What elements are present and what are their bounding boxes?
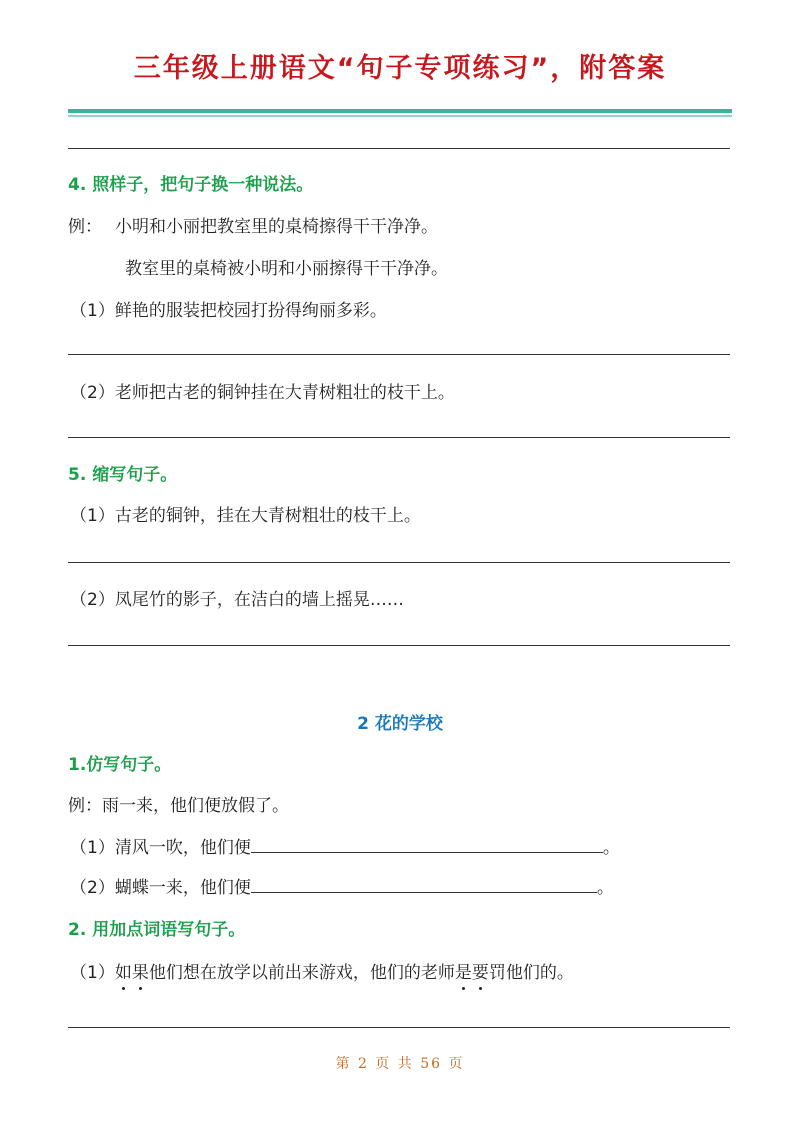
answer-line — [68, 437, 730, 438]
question-1-2 — [70, 873, 614, 898]
answer-line — [68, 645, 730, 646]
title-divider-thin — [68, 115, 732, 117]
fill-blank-2 — [251, 874, 597, 893]
question-5-2: （2）凤尾竹的影子，在洁白的墙上摇晃…… — [70, 590, 404, 610]
answer-line — [68, 562, 730, 563]
part1-example: 例：雨一来，他们便放假了。 — [68, 796, 289, 816]
section4-heading: 4. 照样子，把句子换一种说法。 — [68, 175, 314, 195]
document-title: 三年级上册语文“句子专项练习”，附答案 — [133, 53, 667, 84]
title-divider — [68, 109, 732, 113]
part1-heading: 1.仿写句子。 — [68, 755, 172, 775]
section5-heading: 5. 缩写句子。 — [68, 465, 178, 485]
question-2-1-end: 罚他们的。 — [488, 963, 574, 983]
dotted-word: 要 — [471, 963, 489, 983]
example-sentence-2: 教室里的桌椅被小明和小丽擦得干干净净。 — [125, 259, 448, 279]
end-mark: 。 — [596, 878, 614, 898]
question-4-2: （2）老师把古老的铜钟挂在大青树粗壮的枝干上。 — [70, 383, 455, 403]
dotted-word: 是 — [454, 963, 472, 983]
question-5-1: （1）古老的铜钟，挂在大青树粗壮的枝干上。 — [70, 506, 421, 526]
question-1-2-prefix: （2）蝴蝶一来，他们便 — [70, 878, 251, 898]
page-number: 第 2 页 共 56 页 — [335, 1056, 465, 1072]
question-number: （1） — [70, 963, 115, 983]
answer-line — [68, 1027, 730, 1028]
question-2-1 — [70, 958, 574, 983]
dotted-word: 果 — [131, 963, 149, 983]
question-1-1-prefix: （1）清风一吹，他们便 — [70, 838, 251, 858]
question-1-1 — [70, 833, 620, 858]
part2-heading: 2. 用加点词语写句子。 — [68, 920, 246, 940]
example-sentence-1: 小明和小丽把教室里的桌椅擦得干干净净。 — [115, 217, 438, 237]
answer-line — [68, 148, 730, 149]
answer-line — [68, 354, 730, 355]
end-mark: 。 — [602, 838, 620, 858]
example-label: 例： — [68, 217, 102, 237]
dotted-word: 如 — [114, 963, 132, 983]
fill-blank-1 — [251, 834, 603, 853]
question-2-1-middle: 他们想在放学以前出来游戏，他们的老师 — [148, 963, 455, 983]
lesson-title: 2 花的学校 — [357, 714, 443, 734]
question-4-1: （1）鲜艳的服装把校园打扮得绚丽多彩。 — [70, 301, 387, 321]
